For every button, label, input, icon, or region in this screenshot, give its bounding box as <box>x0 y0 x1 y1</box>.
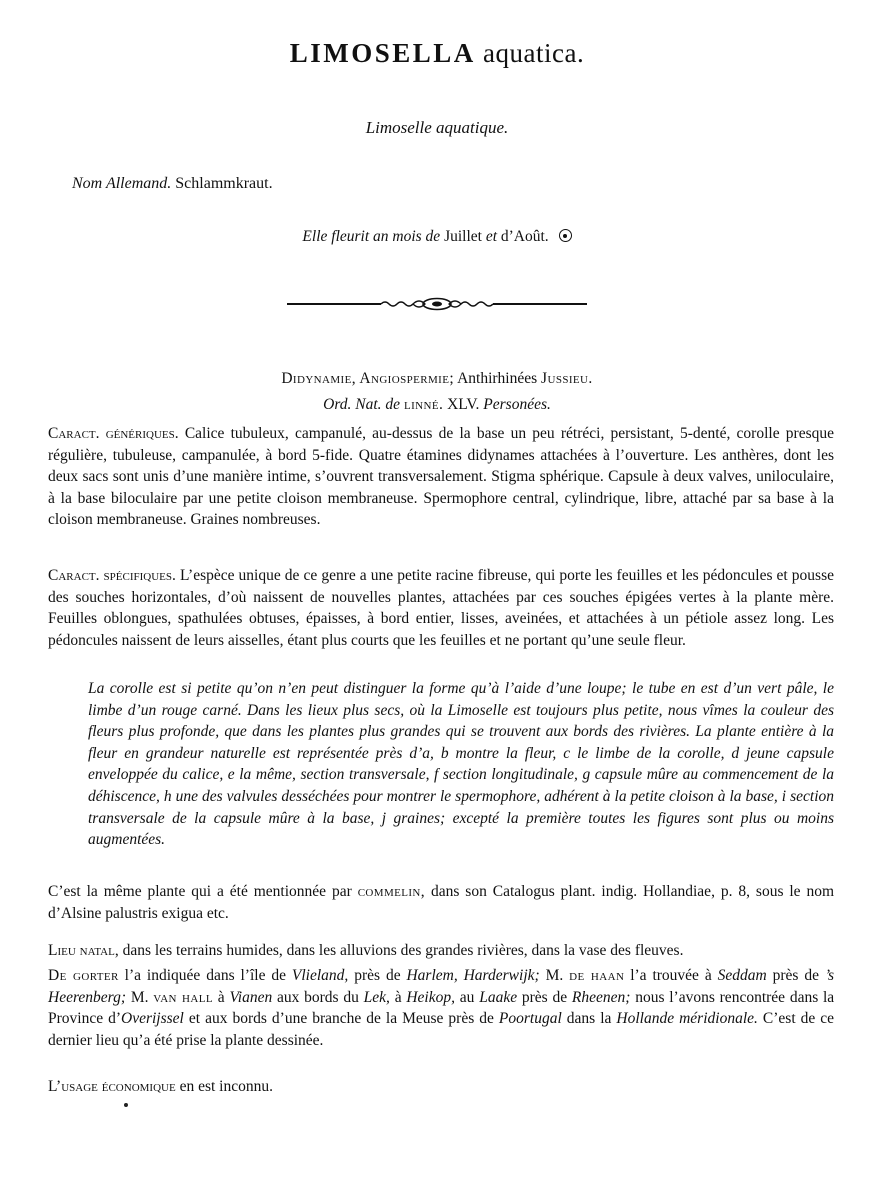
generic-characters-text: Calice tubuleux, campanulé, au-dessus de la base un peu rétréci, persistant, 5-denté, corolle presque régulière, tubuleuse, campanulée, à bord 5-fide. Quatre étamines didynames attachées à l’ouverture. Les anthères, dont les deux sacs sont unis d’une manière intime, s’ouvrent transversalement. Stigma sphérique. Capsule à deux valves, uniloculaire, à la base biloculaire par une petite cloison membraneuse. Spermophore central, cylindrique, libre, attaché par sa base à la cloison membraneuse. Graines nombreuses. <box>48 425 834 528</box>
place-name: Lek, <box>363 988 390 1006</box>
annual-circle-dot-icon <box>559 229 572 242</box>
locality-text: à <box>394 988 402 1006</box>
locality-text: M. <box>545 967 564 984</box>
place-name: Heikop, <box>406 988 455 1006</box>
ink-dot <box>124 1103 128 1107</box>
place-name: ’s Heerenberg; <box>48 967 835 1006</box>
order-number: XLV. <box>447 396 480 413</box>
person-de-haan: de haan <box>569 967 625 984</box>
order-label: Ord. Nat. de <box>323 396 401 413</box>
classification-line <box>0 370 874 388</box>
person-van-hall: van hall <box>153 988 213 1006</box>
place-name: Vianen <box>229 988 273 1006</box>
place-name: Hollande méridionale. <box>616 1010 758 1027</box>
flowering-line <box>0 228 874 246</box>
flowering-month-2: d’Août. <box>500 228 549 245</box>
place-name: Rheenen; <box>571 988 631 1006</box>
commelin-text-after: dans son Catalogus plant. indig. Hollandiae, p. 8, sous le nom d’Alsine palustris exigua etc. <box>48 883 835 922</box>
genus-name: LIMOSELLA <box>289 38 476 68</box>
specific-characters-paragraph <box>48 565 834 651</box>
habitat-text: dans les terrains humides, dans les alluvions des grandes rivières, dans la vase des fleuves. <box>122 942 684 959</box>
commelin-text-before: C’est la même plante qui a été mentionnée par <box>48 883 352 900</box>
locality-text: nous l’avons rencontrée dans la Province d’ <box>48 988 835 1027</box>
order-name: Personées. <box>483 396 551 413</box>
locality-text: au <box>459 988 475 1006</box>
place-name: Seddam <box>717 967 767 984</box>
natural-order-line <box>0 396 874 414</box>
economic-use-heading: L’usage économique <box>48 1078 176 1095</box>
localities-paragraph <box>48 965 834 1051</box>
commelin-paragraph <box>48 881 834 924</box>
german-name-line <box>72 175 273 193</box>
specific-characters-text: L’espèce unique de ce genre a une petite racine fibreuse, qui porte les feuilles et les pédoncules et pousse des souches horizontales, d’où naissent de nouvelles plantes, attachées par ces souches épigées vertes à la plante mère. Feuilles oblongues, spathulées obtuses, épaisses, à bord entier, lisses, aveinées, et attachées à un pétiole assez long. Les pédoncules naissent de leurs aisselles, étant plus courts que les feuilles et ne portant qu’une seule fleur. <box>48 567 835 649</box>
generic-characters-heading: Caract. génériques. <box>48 425 179 442</box>
german-name-value: Schlammkraut. <box>175 175 273 192</box>
place-name: Laake <box>479 988 518 1006</box>
place-name: Overijssel <box>121 1010 184 1027</box>
locality-text: à <box>217 988 225 1006</box>
flowering-month-1: Juillet <box>444 228 482 245</box>
german-name-label: Nom Allemand. <box>72 175 172 192</box>
locality-text: M. <box>130 988 149 1006</box>
place-name: Vlieland, <box>291 967 349 984</box>
locality-text: près de <box>521 988 568 1006</box>
place-name: Poortugal <box>498 1010 562 1027</box>
economic-use-paragraph <box>48 1076 834 1098</box>
person-gorter: De gorter <box>48 967 119 984</box>
habitat-paragraph <box>48 940 834 962</box>
page-title <box>0 38 874 69</box>
species-name: aquatica. <box>483 38 585 68</box>
generic-characters-paragraph <box>48 423 834 531</box>
flowering-text: Elle fleurit an mois de <box>302 228 441 245</box>
divider-ornament-icon <box>287 296 587 312</box>
habitat-heading: Lieu natal, <box>48 942 119 959</box>
locality-text: l’a trouvée à <box>630 967 712 984</box>
order-author: linné. <box>403 396 444 413</box>
corolla-description-paragraph: La corolle est si petite qu’on n’en peut distinguer la forme qu’à l’aide d’une loupe; le tube en est d’un vert pâle, le limbe d’un rouge carné. Dans les lieux plus secs, où la Limoselle est toujours plus petite, nous vîmes la couleur des fleurs plus profonde, que dans les plantes plus grandes qui se trouvent aux bords des rivières. La plante entière à la fleur en grandeur naturelle est représentée près d’a, b montre la fleur, c le limbe de la corolle, d jeune capsule enveloppée du calice, e la même, section transversale, f section longitudinale, g capsule mûre au commencement de la déhiscence, h une des valvules desséchées pour montrer le spermophore, adhérent à la petite cloison à la base, i section transversale de la capsule mûre à la base, j graines; excepté la première toutes les figures sont plus ou moins augmentées. <box>88 680 834 849</box>
locality-text: près de <box>354 967 401 984</box>
family-name: Anthirhinées <box>457 370 538 387</box>
french-name: Limoselle aquatique. <box>365 118 509 137</box>
family-author: Jussieu. <box>541 370 593 387</box>
place-name: Harlem, Harderwijk; <box>406 967 540 984</box>
locality-text: l’a indiquée dans l’île de <box>124 967 286 984</box>
flowering-et: et <box>485 228 498 245</box>
economic-use-text: en est inconnu. <box>179 1078 273 1095</box>
commelin-name: commelin, <box>357 883 426 900</box>
locality-text: C’est de ce dernier lieu qu’a été prise la plante dessinée. <box>48 1010 835 1049</box>
locality-text: près de <box>772 967 819 984</box>
locality-text: aux bords du <box>277 988 359 1006</box>
locality-text: dans la <box>566 1010 612 1027</box>
linnean-class: Didynamie, Angiospermie; <box>281 370 455 387</box>
locality-text: et aux bords d’une branche de la Meuse près de <box>188 1010 494 1027</box>
specific-characters-heading: Caract. spécifiques. <box>48 567 176 584</box>
